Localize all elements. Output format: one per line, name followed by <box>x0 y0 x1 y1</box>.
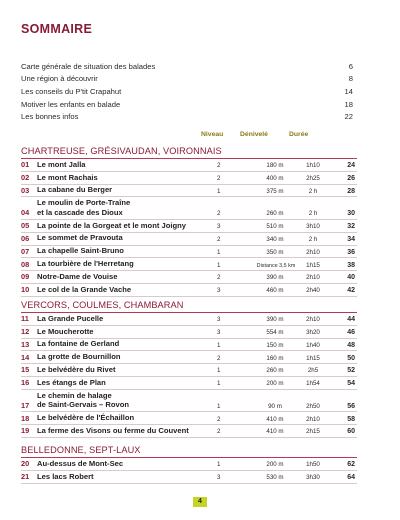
walk-page: 24 <box>347 162 355 170</box>
intro-item <box>21 60 353 73</box>
walk-elevation: 200 m <box>266 461 284 469</box>
intro-item <box>21 73 353 86</box>
walk-level: 1 <box>217 402 221 410</box>
walk-page: 26 <box>347 175 355 183</box>
page-title: SOMMAIRE <box>21 22 93 36</box>
walk-duration: 2h5 <box>307 367 319 375</box>
walk-number: 10 <box>21 285 30 295</box>
walk-elevation: 160 m <box>266 354 284 362</box>
walk-number: 04 <box>21 208 30 218</box>
walk-number: 18 <box>21 413 30 423</box>
table-row <box>21 458 357 471</box>
walk-elevation: 554 m <box>266 329 284 337</box>
walk-level: 1 <box>217 367 221 375</box>
walk-duration: 2h10 <box>306 248 320 256</box>
walk-level: 1 <box>217 261 221 269</box>
walk-page: 34 <box>347 236 355 244</box>
walk-page: 54 <box>347 380 355 388</box>
section-chartreuse <box>21 145 357 297</box>
walk-name-line: La fontaine de Gerland <box>37 339 120 349</box>
walk-number: 19 <box>21 426 30 436</box>
table-row <box>21 172 357 185</box>
walk-name <box>37 327 237 337</box>
walk-duration: 2h10 <box>306 316 320 324</box>
table-row <box>21 471 357 484</box>
section-vercors <box>21 299 357 438</box>
walk-level: 2 <box>217 415 221 423</box>
walk-number: 15 <box>21 365 30 375</box>
walk-elevation: 410 m <box>266 415 284 423</box>
column-header-denivele: Dénivelé <box>240 131 268 138</box>
section-belledonne <box>21 444 357 484</box>
intro-item <box>21 110 353 123</box>
walk-name-line: Les lacs Robert <box>37 471 94 481</box>
walk-page: 46 <box>347 329 355 337</box>
walk-name <box>37 160 237 170</box>
intro-item-label: Les conseils du P'tit Crapahut <box>21 86 122 96</box>
walk-name-line: de Saint-Gervais – Rovon <box>37 400 129 410</box>
walk-page: 38 <box>347 261 355 269</box>
walk-name <box>37 314 237 324</box>
walk-page: 30 <box>347 210 355 218</box>
walk-name <box>37 285 237 295</box>
walk-number: 14 <box>21 352 30 362</box>
walk-elevation: 260 m <box>266 210 284 218</box>
walk-name-line: La grotte de Bournillon <box>37 352 121 362</box>
walk-duration: 2h50 <box>306 402 320 410</box>
table-row <box>21 284 357 297</box>
walk-name-line: La Grande Pucelle <box>37 313 104 323</box>
walk-page: 36 <box>347 248 355 256</box>
table-row <box>21 258 357 271</box>
walk-elevation: 200 m <box>266 380 284 388</box>
intro-item-label: Une région à découvrir <box>21 74 98 84</box>
page-number: 4 <box>193 497 207 507</box>
walk-page: 58 <box>347 415 355 423</box>
walk-name <box>37 413 237 423</box>
walk-page: 44 <box>347 316 355 324</box>
walk-duration: 1h54 <box>306 380 320 388</box>
walk-level: 2 <box>217 428 221 436</box>
walk-level: 2 <box>217 175 221 183</box>
walk-name-line: Le mont Rachais <box>37 172 98 182</box>
table-row <box>21 351 357 364</box>
intro-item-page: 6 <box>348 61 353 71</box>
walk-number: 13 <box>21 339 30 349</box>
walk-duration: 2 h <box>308 236 318 244</box>
walk-elevation: 90 m <box>268 402 282 410</box>
walk-page: 48 <box>347 341 355 349</box>
walk-duration: 3h20 <box>306 329 320 337</box>
table-row <box>21 233 357 246</box>
walk-number: 01 <box>21 160 30 170</box>
walk-page: 50 <box>347 354 355 362</box>
walk-level: 1 <box>217 248 221 256</box>
walk-number: 20 <box>21 459 30 469</box>
column-header-duree: Durée <box>289 131 309 138</box>
walk-name <box>37 365 237 375</box>
walk-name <box>37 378 237 388</box>
walk-name <box>37 426 237 436</box>
walk-number: 11 <box>21 314 29 324</box>
table-row <box>21 220 357 233</box>
walk-name-line: Au-dessus de Mont-Sec <box>37 458 124 468</box>
walk-name-line: Notre-Dame de Vouise <box>37 271 118 281</box>
intro-item-page: 22 <box>344 112 353 122</box>
walk-number: 16 <box>21 378 30 388</box>
walk-duration: 3h30 <box>306 474 320 482</box>
intro-item-label: Motiver les enfants en balade <box>21 99 121 109</box>
walk-elevation: 410 m <box>266 428 284 436</box>
walk-duration: 2h40 <box>306 287 320 295</box>
intro-item-label: Les bonnes infos <box>21 112 79 122</box>
walk-name <box>37 459 237 469</box>
column-header-niveau: Niveau <box>201 131 224 138</box>
table-row <box>21 313 357 326</box>
walk-name <box>37 246 237 256</box>
walk-duration: 2h10 <box>306 274 320 282</box>
walk-level: 1 <box>217 341 221 349</box>
walk-number: 17 <box>21 400 30 410</box>
walk-page: 32 <box>347 223 355 231</box>
table-row <box>21 197 357 220</box>
walk-elevation: 150 m <box>266 341 284 349</box>
walk-page: 42 <box>347 287 355 295</box>
walk-name <box>37 221 237 231</box>
walk-name-line: Le col de la Grande Vache <box>37 284 132 294</box>
walk-name-line: La tourbière de l'Herretang <box>37 259 134 269</box>
intro-item-page: 8 <box>348 74 353 84</box>
walk-number: 07 <box>21 246 30 256</box>
walk-number: 05 <box>21 221 30 231</box>
walk-level: 3 <box>217 287 221 295</box>
walk-level: 2 <box>217 274 221 282</box>
table-row <box>21 390 357 413</box>
walk-name <box>37 472 237 482</box>
walk-duration: 2 h <box>308 210 318 218</box>
walk-level: 3 <box>217 474 221 482</box>
walk-elevation: 510 m <box>266 223 284 231</box>
section-title: CHARTREUSE, GRÉSIVAUDAN, VOIRONNAIS <box>21 145 357 159</box>
walk-level: 2 <box>217 210 221 218</box>
walk-name-line: Le moulin de Porte-Traîne <box>37 198 131 208</box>
walk-name-line: La chapelle Saint-Bruno <box>37 246 124 256</box>
walk-page: 62 <box>347 461 355 469</box>
walk-number: 02 <box>21 173 30 183</box>
section-title: VERCORS, COULMES, CHAMBARAN <box>21 299 357 313</box>
intro-item-page: 18 <box>344 99 353 109</box>
walk-duration: 3h10 <box>306 223 320 231</box>
walk-duration: 1h40 <box>306 341 320 349</box>
walk-name-line: La pointe de la Gorgeat et le mont Joigny <box>37 220 186 230</box>
walk-name-line: Le belvédère du Rivet <box>37 364 116 374</box>
walk-page: 52 <box>347 367 355 375</box>
walk-name-line: Le chemin de halage <box>37 390 112 400</box>
walk-level: 3 <box>217 223 221 231</box>
walk-page: 40 <box>347 274 355 282</box>
walk-name <box>37 185 237 195</box>
walk-number: 12 <box>21 327 30 337</box>
table-row <box>21 339 357 352</box>
walk-duration: 1h50 <box>306 461 320 469</box>
walk-name <box>37 272 237 282</box>
table-row <box>21 326 357 339</box>
table-row <box>21 425 357 438</box>
walk-name-line: Le mont Jalla <box>37 159 86 169</box>
walk-elevation: 400 m <box>266 175 284 183</box>
walk-elevation: 390 m <box>266 316 284 324</box>
table-row <box>21 364 357 377</box>
walk-number: 06 <box>21 234 30 244</box>
walk-elevation: Distance 3,5 km <box>256 262 296 269</box>
walk-page: 56 <box>347 402 355 410</box>
intro-item-label: Carte générale de situation des balades <box>21 61 156 71</box>
walk-name-line: Les étangs de Plan <box>37 377 106 387</box>
walk-level: 3 <box>217 316 221 324</box>
intro-list <box>21 60 353 123</box>
walk-level: 2 <box>217 236 221 244</box>
walk-elevation: 390 m <box>266 274 284 282</box>
intro-item-page: 14 <box>344 86 353 96</box>
walk-duration: 1h10 <box>306 162 320 170</box>
walk-name <box>37 391 237 410</box>
walk-name <box>37 233 237 243</box>
walk-name-line: Le Moucherotte <box>37 326 94 336</box>
walk-elevation: 460 m <box>266 287 284 295</box>
walk-number: 21 <box>21 472 30 482</box>
table-row <box>21 412 357 425</box>
table-row <box>21 271 357 284</box>
walk-name <box>37 339 237 349</box>
column-headers <box>0 131 400 141</box>
walk-level: 2 <box>217 354 221 362</box>
walk-elevation: 260 m <box>266 367 284 375</box>
walk-name-line: La ferme des Visons ou ferme du Couvent <box>37 425 189 435</box>
walk-elevation: 530 m <box>266 474 284 482</box>
walk-name-line: Le sommet de Pravouta <box>37 233 123 243</box>
walk-elevation: 350 m <box>266 248 284 256</box>
walk-duration: 2h10 <box>306 415 320 423</box>
walk-number: 08 <box>21 259 30 269</box>
walk-elevation: 340 m <box>266 236 284 244</box>
walk-number: 09 <box>21 272 30 282</box>
walk-duration: 2 h <box>308 187 318 195</box>
walk-level: 1 <box>217 187 221 195</box>
walk-name <box>37 198 237 217</box>
walk-duration: 1h15 <box>306 261 320 269</box>
walk-level: 1 <box>217 380 221 388</box>
walk-elevation: 375 m <box>266 187 284 195</box>
walk-page: 28 <box>347 187 355 195</box>
intro-item <box>21 85 353 98</box>
intro-item <box>21 98 353 111</box>
table-row <box>21 246 357 259</box>
walk-duration: 2h15 <box>306 428 320 436</box>
walk-duration: 2h25 <box>306 175 320 183</box>
walk-name-line: La cabane du Berger <box>37 185 113 195</box>
table-row <box>21 159 357 172</box>
walk-name <box>37 259 237 269</box>
walk-level: 3 <box>217 329 221 337</box>
walk-name <box>37 352 237 362</box>
walk-level: 2 <box>217 162 221 170</box>
table-row <box>21 185 357 198</box>
walk-name-line: et la cascade des Dioux <box>37 207 123 217</box>
section-title: BELLEDONNE, SEPT-LAUX <box>21 444 357 458</box>
walk-name-line: Le belvédère de l'Échaillon <box>37 413 135 423</box>
walk-name <box>37 173 237 183</box>
walk-duration: 1h15 <box>306 354 320 362</box>
walk-page: 60 <box>347 428 355 436</box>
walk-page: 64 <box>347 474 355 482</box>
walk-level: 1 <box>217 461 221 469</box>
table-row <box>21 377 357 390</box>
walk-number: 03 <box>21 185 30 195</box>
walk-elevation: 180 m <box>266 162 284 170</box>
